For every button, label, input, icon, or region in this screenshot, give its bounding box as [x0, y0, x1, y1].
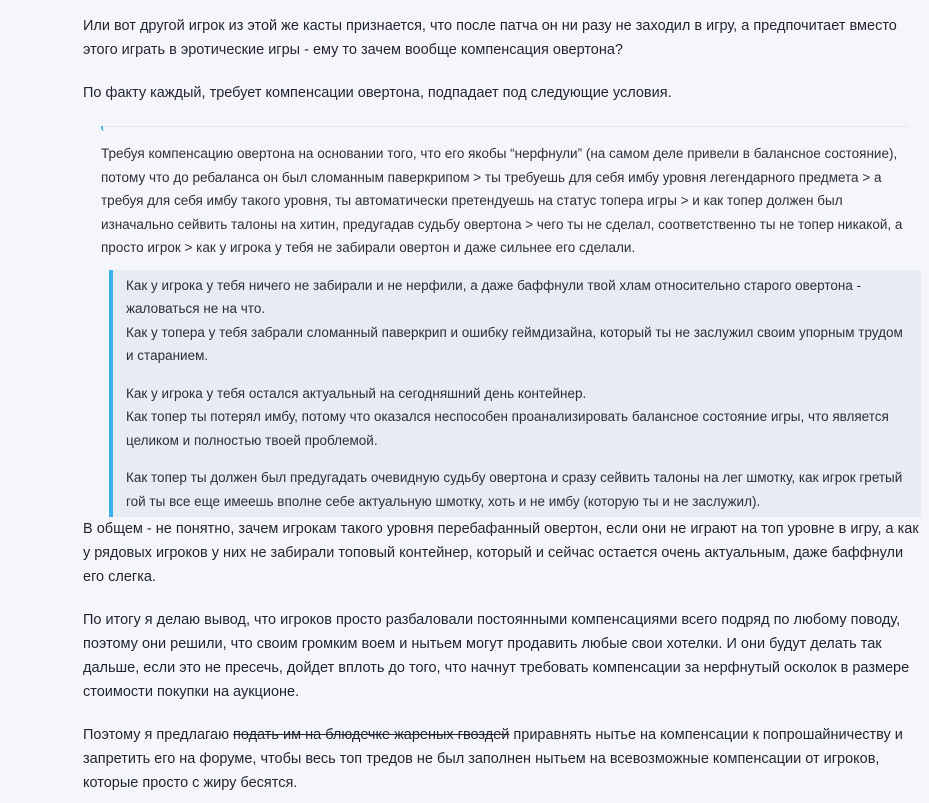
nested-quote-line: Как топер ты потерял имбу, потому что оказался неспособен проанализировать балансное состояние игры, что является целиком и полностью твоей проблемой.: [126, 409, 889, 448]
outer-quote-text: Требуя компенсацию овертона на основании того, что его якобы “нерфнули” (на самом деле привели в балансное состояние), потому что до ребаланса он был сломанным паверкрипом > ты требуешь для себя имбу уровня легендарного предмета > а требуя для себя имбу такого уровня, ты автоматически претендуешь на статус топера игры > и как топер должен был изначально сейвить талоны на хитин, предугадав судьбу овертона > чего ты не сделал, соответственно ты не топер никакой, а просто игрок > как у игрока у тебя не забирали овертон и даже сильнее его сделали.: [101, 146, 903, 255]
post-paragraph-2: По факту каждый, требует компенсации овертона, подпадает под следующие условия.: [83, 85, 672, 101]
post-paragraph-5: [83, 723, 919, 795]
nested-quote-line: Как у топера у тебя забрали сломанный паверкрип и ошибку геймдизайна, который ты не заслужил своим упорным трудом и старанием.: [126, 324, 903, 363]
nested-quote-block: [109, 270, 921, 518]
nested-quote-paragraph-3: Как топер ты должен был предугадать очевидную судьбу овертона и сразу сейвить талоны на лег шмотку, как игрок гретый гой ты все еще имеешь вполне себе актуальную шмотку, хоть и не имбу (которую ты и не заслужил).: [126, 470, 903, 509]
nested-quote-paragraph-2: [126, 382, 909, 453]
forum-post-body: [83, 14, 919, 803]
post-paragraph-4: По итогу я делаю вывод, что игроков просто разбаловали постоянными компенсациями всего подряд по любому поводу, поэтому они решили, что своим громким воем и нытьем могут продавить любые свои хотелки. И они будут делать так дальше, если это не пресечь, дойдет вплоть до того, что начнут требовать компенсации за нерфнутый осколок в размере стоимости покупки на аукционе.: [83, 612, 910, 700]
nested-quote-line: Как у игрока у тебя ничего не забирали и не нерфили, а даже баффнули твой хлам относительно старого овертона - жаловаться не на что.: [126, 277, 862, 316]
strikethrough-text: подать им на блюдечке жареных гвоздей: [232, 727, 510, 743]
post-paragraph-1: Или вот другой игрок из этой же касты признается, что после патча он ни разу не заходил в игру, а предпочитает вместо этого играть в эротические игры - ему то зачем вообще компенсация овертона?: [83, 18, 897, 58]
nested-quote-paragraph-1: [126, 274, 909, 368]
post-paragraph-3: В общем - не понятно, зачем игрокам такого уровня перебафанный овертон, если они не играют на топ уровне в игру, а как у рядовых игроков у них не забирали топовый контейнер, который и сейчас остается очень актуальным, даже баффнули его слегка.: [83, 521, 919, 585]
quote-corner-decoration: [101, 126, 909, 129]
paragraph-5-start: Поэтому я предлагаю: [83, 727, 233, 743]
nested-quote-line: Как у игрока у тебя остался актуальный на сегодняшний день контейнер.: [126, 385, 587, 401]
outer-quote-block: [83, 124, 919, 517]
paragraph-5-end: приравнять нытье на компенсации к попрошайничеству и запретить его на форуме, чтобы весь топ тредов не был заполнен нытьем на всевозможные компенсации от игроков, которые просто с жиру бесятся.: [83, 727, 903, 791]
